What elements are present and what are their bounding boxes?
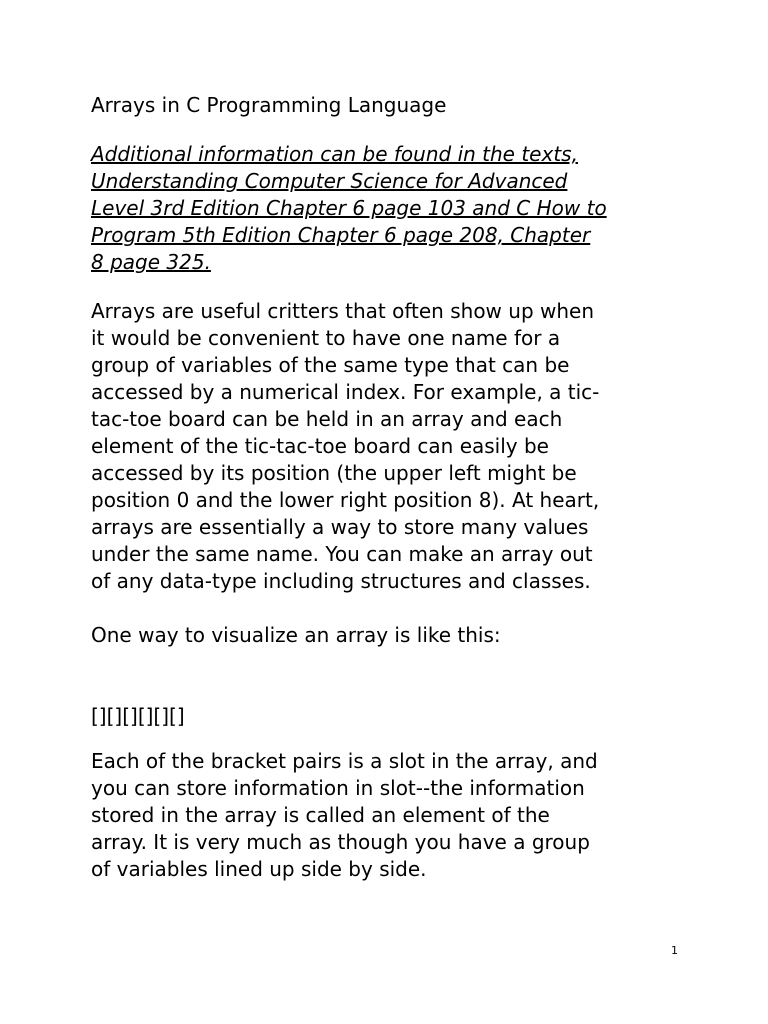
reference-note: Additional information can be found in the texts, Understanding Computer Science for Advanced Level 3rd Edition Chapter 6 page 103 and C How to Program 5th Edition Chapter 6 page 208, Chapter 8 page 325. xyxy=(91,142,607,274)
document-title: Arrays in C Programming Language xyxy=(91,93,447,117)
array-brackets-illustration: [][][][][][] xyxy=(91,704,185,728)
paragraph-bracket-slots: Each of the bracket pairs is a slot in the array, and you can store information in slot--the information stored in the array is called an element of the array. It is very much as though you have a group of variables lined up side by side. xyxy=(91,749,598,881)
document-body xyxy=(91,92,691,900)
paragraph-visualize: One way to visualize an array is like this: xyxy=(91,623,501,647)
paragraph-arrays-intro: Arrays are useful critters that often show up when it would be convenient to have one name for a group of variables of the same type that can be accessed by a numerical index. For example, a tic- tac-toe board can be held in an array and each element of the tic-tac-toe board can easily be accessed by its position (the upper left might be position 0 and the lower right position 8). At heart, arrays are essentially a way to store many values under the same name. You can make an array out of any data-type including structures and classes. xyxy=(91,299,600,593)
page-number: 1 xyxy=(671,944,678,957)
